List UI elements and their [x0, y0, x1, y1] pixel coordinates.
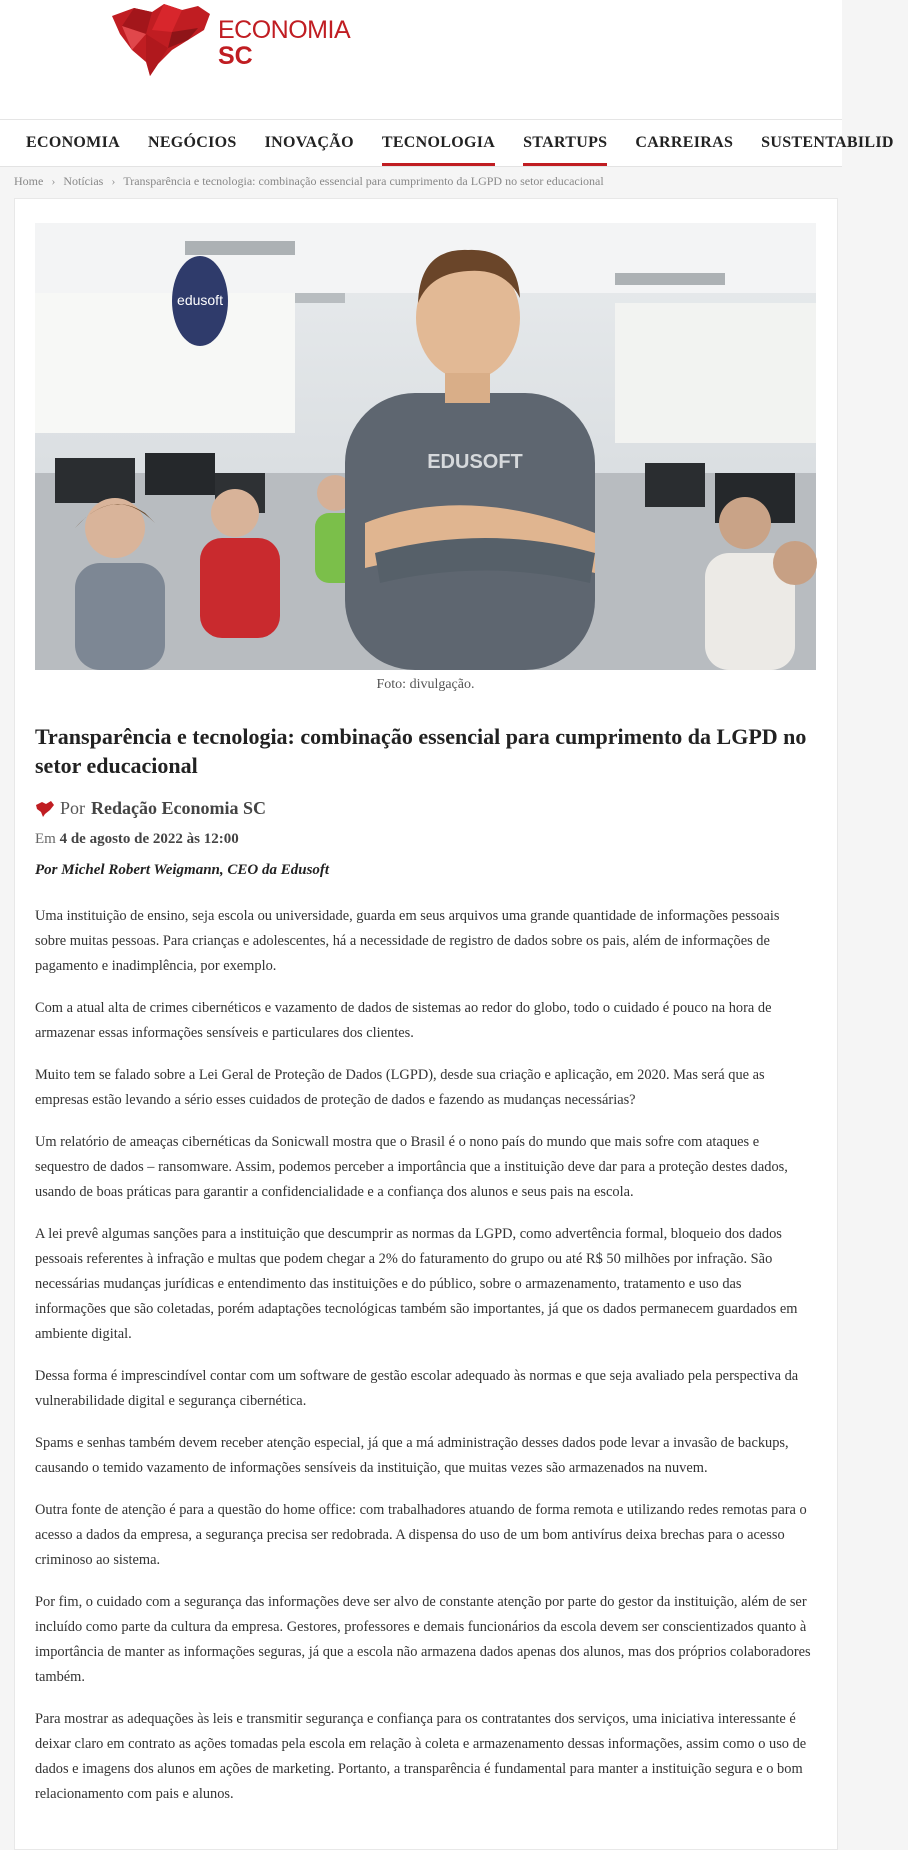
article-paragraph: Muito tem se falado sobre a Lei Geral de Proteção de Dados (LGPD), desde sua criação e aplicação, em 2020. Mas será que as empresas estão levando a sério esses cuidados de proteção de dados e fazendo as mudanças necessárias?	[35, 1067, 765, 1108]
byline	[35, 798, 814, 819]
author-avatar-icon	[35, 799, 55, 819]
hero-photo	[35, 223, 816, 670]
main-nav	[0, 120, 894, 167]
nav-item-tecnologia[interactable]: TECNOLOGIA	[368, 120, 509, 166]
shirt-text: EDUSOFT	[427, 451, 523, 473]
nav-item-sustentabilidade[interactable]: SUSTENTABILID	[761, 134, 894, 151]
breadcrumb	[0, 167, 842, 195]
logo-line-2: SC	[218, 42, 253, 70]
article-lead: Por Michel Robert Weigmann, CEO da Edusoft	[35, 862, 330, 878]
nav-item-economia[interactable]: ECONOMIA	[26, 134, 120, 151]
nav-item-negocios[interactable]: NEGÓCIOS	[147, 134, 237, 151]
logo-line-1: ECONOMIA	[218, 16, 351, 44]
article-paragraph: Para mostrar as adequações às leis e transmitir segurança e confiança para os contratantes dos serviços, uma iniciativa interessante é deixar claro em contrato as ações tomadas pela escola em relação à coleta e armazenamento dessas informações, assim como o uso de dados e imagens dos alunos em ações de marketing. Portanto, a transparência é fundamental para manter a instituição segura e o bom relacionamento com pais e alunos.	[35, 1711, 807, 1802]
photo-caption: Foto: divulgação.	[376, 677, 475, 692]
date-value: 4 de agosto de 2022 às 12:00	[59, 831, 239, 847]
nav-item-startups[interactable]: STARTUPS	[509, 120, 621, 166]
chevron-right-icon: ›	[111, 173, 116, 188]
logo-wordmark	[218, 17, 350, 69]
article-paragraph: A lei prevê algumas sanções para a instituição que descumprir as normas da LGPD, como advertência formal, bloqueio dos dados pessoais referentes à infração e multas que podem chegar a 2% do faturamento do grupo ou até R$ 50 milhões por infração. São necessárias mudanças jurídicas e entendimento das instituições e do público, sobre o armazenamento, tratamento e uso das informações que são coletadas, porém adaptações tecnológicas também são importantes, já que os dados permanecem guardados em ambiente digital.	[35, 1226, 798, 1342]
article-title: Transparência e tecnologia: combinação essencial para cumprimento da LGPD no setor educacional	[35, 724, 807, 778]
date-prefix: Em	[35, 831, 56, 847]
breadcrumb-home[interactable]: Home	[14, 173, 44, 188]
article-paragraph: Uma instituição de ensino, seja escola ou universidade, guarda em seus arquivos uma grande quantidade de informações pessoais sobre muitas pessoas. Para crianças e adolescentes, há a necessidade de registro de dados sobre os pais, além de informações de pagamento e inadimplência, por exemplo.	[35, 908, 780, 974]
nav-item-inovacao[interactable]: INOVAÇÃO	[264, 134, 354, 151]
nav-item-carreiras[interactable]: CARREIRAS	[635, 134, 734, 151]
chevron-right-icon: ›	[51, 173, 56, 188]
article-paragraph: Por fim, o cuidado com a segurança das informações deve ser alvo de constante atenção por parte do gestor da instituição, além de ser incluído como parte da cultura da empresa. Gestores, professores e demais funcionários da escola devem ser conscientizados quanto à importância de manter as informações seguras, já que a escola não armazena dados apenas dos alunos, mas dos próprios colaboradores também.	[35, 1594, 811, 1685]
article-paragraph: Um relatório de ameaças cibernéticas da Sonicwall mostra que o Brasil é o nono país do mundo que mais sofre com ataques e sequestro de dados – ransomware. Assim, podemos perceber a importância que a instituição deve dar para a proteção destes dados, usando de boas práticas para garantir a confidencialidade e a confiança dos alunos e seus pais na escola.	[35, 1134, 788, 1200]
author-link[interactable]: Redação Economia SC	[91, 798, 267, 818]
article-paragraph: Com a atual alta de crimes cibernéticos e vazamento de dados de sistemas ao redor do globo, todo o cuidado é pouco na hora de armazenar essas informações sensíveis e particulares dos clientes.	[35, 1000, 772, 1041]
byline-prefix: Por	[60, 798, 86, 818]
site-logo[interactable]	[112, 4, 350, 76]
article-body	[35, 722, 814, 1824]
breadcrumb-current: Transparência e tecnologia: combinação essencial para cumprimento da LGPD no setor educacional	[123, 173, 604, 188]
breadcrumb-section[interactable]: Notícias	[63, 173, 104, 188]
article-paragraph: Dessa forma é imprescindível contar com um software de gestão escolar adequado às normas e que seja avaliado pela perspectiva da vulnerabilidade digital e segurança cibernética.	[35, 1368, 799, 1409]
map-logo-icon	[112, 4, 212, 76]
publish-date	[35, 831, 814, 848]
sign-text: edusoft	[177, 292, 223, 308]
site-header	[0, 0, 842, 120]
article-paragraph: Spams e senhas também devem receber atenção especial, já que a má administração desses dados pode levar a invasão de backups, causando o temido vazamento de informações sensíveis da instituição, que muitas vezes são armazenados na nuvem.	[35, 1435, 789, 1476]
office-photo-illustration	[35, 223, 816, 670]
article-paragraph: Outra fonte de atenção é para a questão do home office: com trabalhadores atuando de forma remota e utilizando redes remotas para o acesso a dados da empresa, a segurança precisa ser redobrada. A dispensa do uso de um bom antivírus deixa brechas para o acesso criminoso ao sistema.	[35, 1502, 807, 1568]
